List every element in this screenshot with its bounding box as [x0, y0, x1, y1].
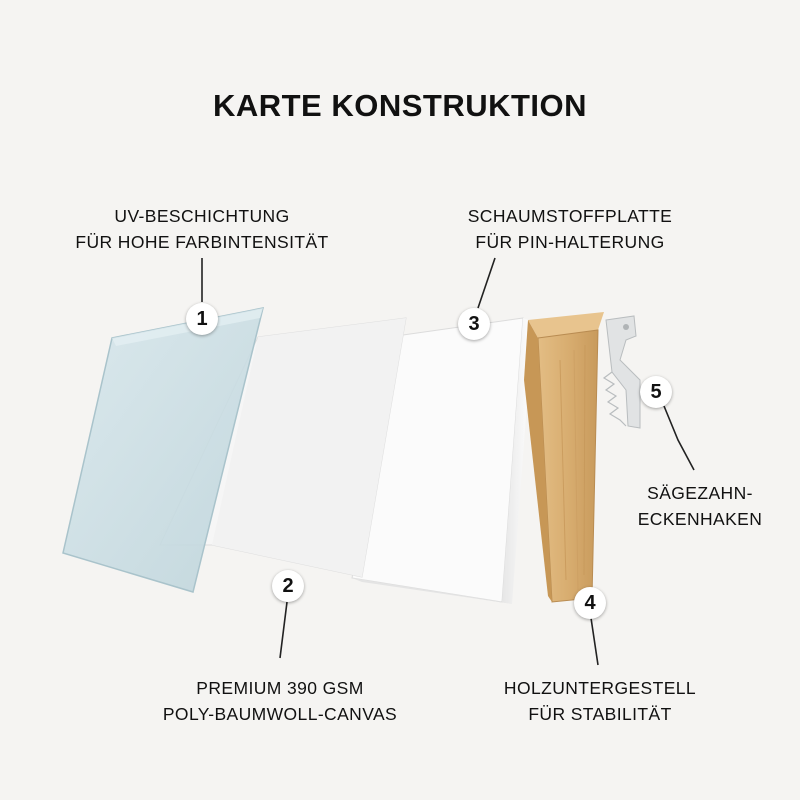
layer-number-badge-5: 5: [640, 376, 672, 408]
label-sawtooth-hook-line2: ECKENHAKEN: [637, 509, 763, 529]
leader-line-5: [664, 406, 694, 470]
diagram-title: KARTE KONSTRUKTION: [212, 88, 588, 123]
layer-number-badge-3: 3: [458, 308, 490, 340]
label-wood-frame-line2: FÜR STABILITÄT: [528, 704, 672, 724]
leader-line-2: [280, 602, 287, 658]
label-wood-frame: [450, 675, 750, 727]
label-sawtooth-hook: [620, 480, 780, 532]
label-wood-frame-line1: HOLZUNTERGESTELL: [503, 678, 697, 698]
label-foam-board-line1: SCHAUMSTOFFPLATTE: [467, 206, 673, 226]
label-uv-coating-line1: UV-BESCHICHTUNG: [114, 206, 290, 226]
label-canvas-line1: PREMIUM 390 GSM: [196, 678, 364, 698]
layer-number-badge-2: 2: [272, 570, 304, 602]
label-foam-board-line2: FÜR PIN-HALTERUNG: [475, 232, 665, 252]
wood-frame-layer: [524, 312, 604, 602]
label-canvas: [100, 675, 460, 727]
label-canvas-line2: POLY-BAUMWOLL-CANVAS: [162, 704, 398, 724]
label-foam-board: [400, 203, 740, 255]
leader-line-3: [478, 258, 495, 308]
leader-line-4: [591, 618, 598, 665]
label-uv-coating: [32, 203, 372, 255]
label-sawtooth-hook-line1: SÄGEZAHN-: [647, 483, 753, 503]
label-uv-coating-line2: FÜR HOHE FARBINTENSITÄT: [75, 232, 329, 252]
layer-number-badge-1: 1: [186, 303, 218, 335]
layer-number-badge-4: 4: [574, 587, 606, 619]
sawtooth-hook-layer: [604, 316, 640, 428]
